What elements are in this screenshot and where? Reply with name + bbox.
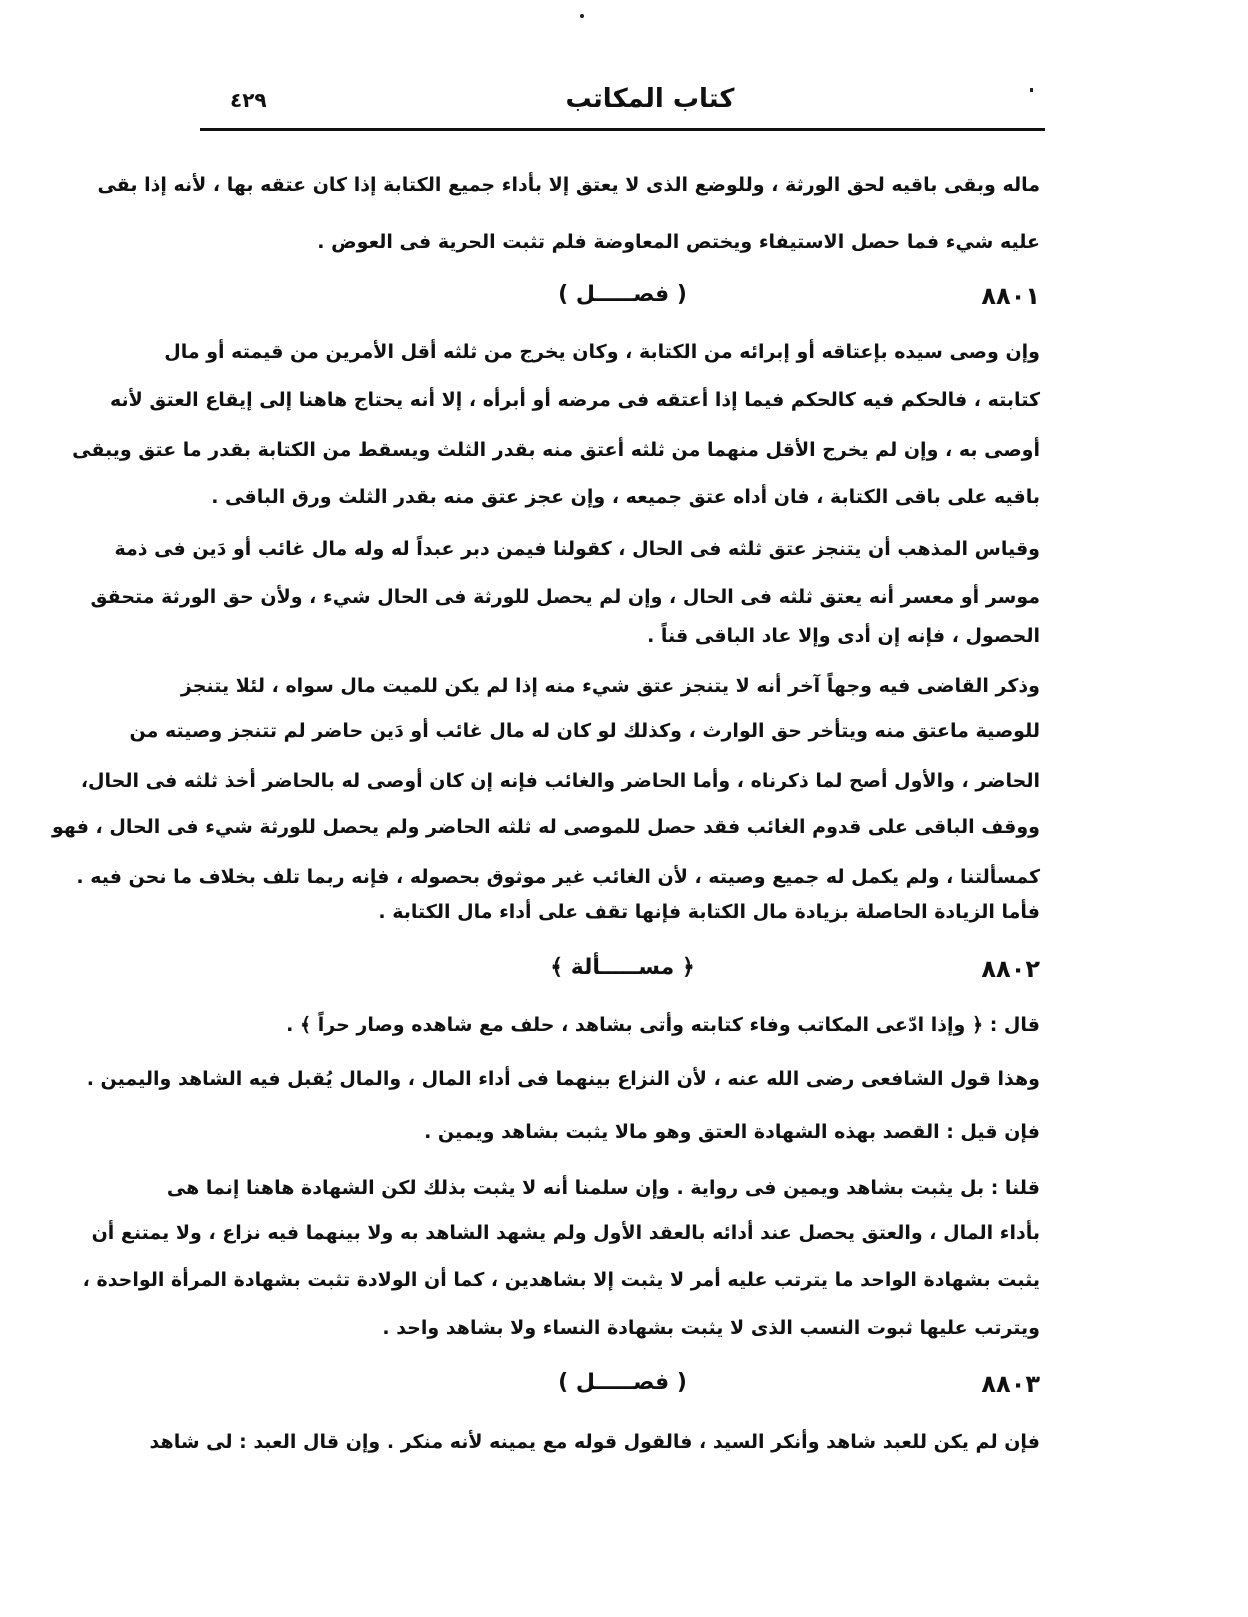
section-heading-8802: [205, 955, 1040, 989]
text-line: كمسألتنا ، ولم يكمل له جميع وصيته ، لأن الغائب غير موثوق بحصوله ، فإنه ربما تلف بخلاف ما نحن فيه .: [76, 866, 1040, 888]
section-number: ٨٨٠٣: [981, 1370, 1040, 1398]
text-line: بأداء المال ، والعتق يحصل عند أدائه بالعقد الأول ولم يشهد الشاهد به ولا بينهما فيه نزاع ، ولا يمتنع أن: [91, 1222, 1040, 1244]
header-rule: [200, 128, 1045, 131]
text-line: باقيه على باقى الكتابة ، فان أداه عتق جميعه ، وإن عجز عتق منه بقدر الثلث ورق الباقى .: [211, 486, 1040, 508]
text-line: ووقف الباقى على قدوم الغائب فقد حصل للموصى له ثلثه الحاضر ولم يحصل للورثة شيء فى الحال ، فهو: [52, 816, 1040, 838]
scan-speck: [1030, 88, 1033, 92]
section-title: ﴿ مســـــألة ﴾: [550, 955, 695, 980]
text-line: فإن قيل : القصد بهذه الشهادة العتق وهو مالا يثبت بشاهد ويمين .: [424, 1121, 1040, 1143]
page-number: ٤٢٩: [230, 88, 267, 112]
running-title: كتاب المكاتب: [565, 84, 735, 114]
text-line: وهذا قول الشافعى رضى الله عنه ، لأن النزاع بينهما فى أداء المال ، والمال يُقبل فيه الشاهد واليمين .: [86, 1068, 1040, 1090]
text-line: وقياس المذهب أن يتنجز عتق ثلثه فى الحال ، كقولنا فيمن دبر عبداً له وله مال غائب أو دَين فى ذمة: [114, 538, 1040, 560]
text-line: أوصى به ، وإن لم يخرج الأقل منهما من ثلثه أعتق منه بقدر الثلث ويسقط من الكتابة بقدر ما عتق ويبقى: [72, 439, 1040, 461]
text-line: كتابته ، فالحكم فيه كالحكم فيما إذا أعتقه فى مرضه أو أبرأه ، إلا أنه يحتاج هاهنا إلى إيقاع العتق لأنه: [109, 389, 1040, 411]
text-line: ماله وبقى باقيه لحق الورثة ، وللوضع الذى لا يعتق إلا بأداء جميع الكتابة إذا كان عتقه بها ، لأنه إذا بقى: [97, 174, 1040, 196]
text-line: وإن وصى سيده بإعتاقه أو إبرائه من الكتابة ، وكان يخرج من ثلثه أقل الأمرين من قيمته أو مال: [164, 341, 1040, 363]
text-line: وذكر القاضى فيه وجهاً آخر أنه لا يتنجز عتق شيء منه إذا لم يكن للميت مال سواه ، لئلا يتنجز: [180, 675, 1040, 697]
section-heading-8803: [205, 1370, 1040, 1404]
section-title: ( فصـــــل ): [558, 1370, 687, 1395]
section-number: ٨٨٠٢: [981, 955, 1040, 983]
text-line: فإن لم يكن للعبد شاهد وأنكر السيد ، فالقول قوله مع يمينه لأنه منكر . وإن قال العبد : لى شاهد: [149, 1431, 1040, 1453]
text-line: يثبت بشهادة الواحد ما يترتب عليه أمر لا يثبت إلا بشاهدين ، كما أن الولادة تثبت بشهادة المرأة الواحدة ،: [82, 1269, 1040, 1291]
text-line: فأما الزيادة الحاصلة بزيادة مال الكتابة فإنها تقف على أداء مال الكتابة .: [378, 901, 1040, 923]
text-line: قلنا : بل يثبت بشاهد ويمين فى رواية . وإن سلمنا أنه لا يثبت بذلك لكن الشهادة هاهنا إنما هى: [166, 1177, 1040, 1199]
text-line: عليه شيء فما حصل الاستيفاء ويختص المعاوضة فلم تثبت الحرية فى العوض .: [317, 231, 1040, 253]
section-title: ( فصـــــل ): [558, 282, 687, 307]
text-line: الحصول ، فإنه إن أدى وإلا عاد الباقى قناً .: [647, 625, 1040, 647]
text-line: موسر أو معسر أنه يعتق ثلثه فى الحال ، وإن لم يحصل للورثة فى الحال شيء ، ولأن حق الورثة متحقق: [90, 586, 1040, 608]
section-number: ٨٨٠١: [981, 282, 1040, 310]
section-heading-8801: [205, 282, 1040, 316]
text-line: الحاضر ، والأول أصح لما ذكرناه ، وأما الحاضر والغائب فإنه إن كان أوصى له بالحاضر أخذ ثلثه فى الحال،: [80, 770, 1040, 792]
text-line: للوصية ماعتق منه ويتأخر حق الوارث ، وكذلك لو كان له مال غائب أو دَين حاضر لم تتنجز وصيته من: [129, 720, 1040, 742]
text-line: قال : ﴿ وإذا ادّعى المكاتب وفاء كتابته وأتى بشاهد ، حلف مع شاهده وصار حراً ﴾ .: [286, 1014, 1040, 1036]
scan-speck: [580, 14, 584, 18]
text-line: ويترتب عليها ثبوت النسب الذى لا يثبت بشهادة النساء ولا بشاهد واحد .: [382, 1317, 1040, 1339]
